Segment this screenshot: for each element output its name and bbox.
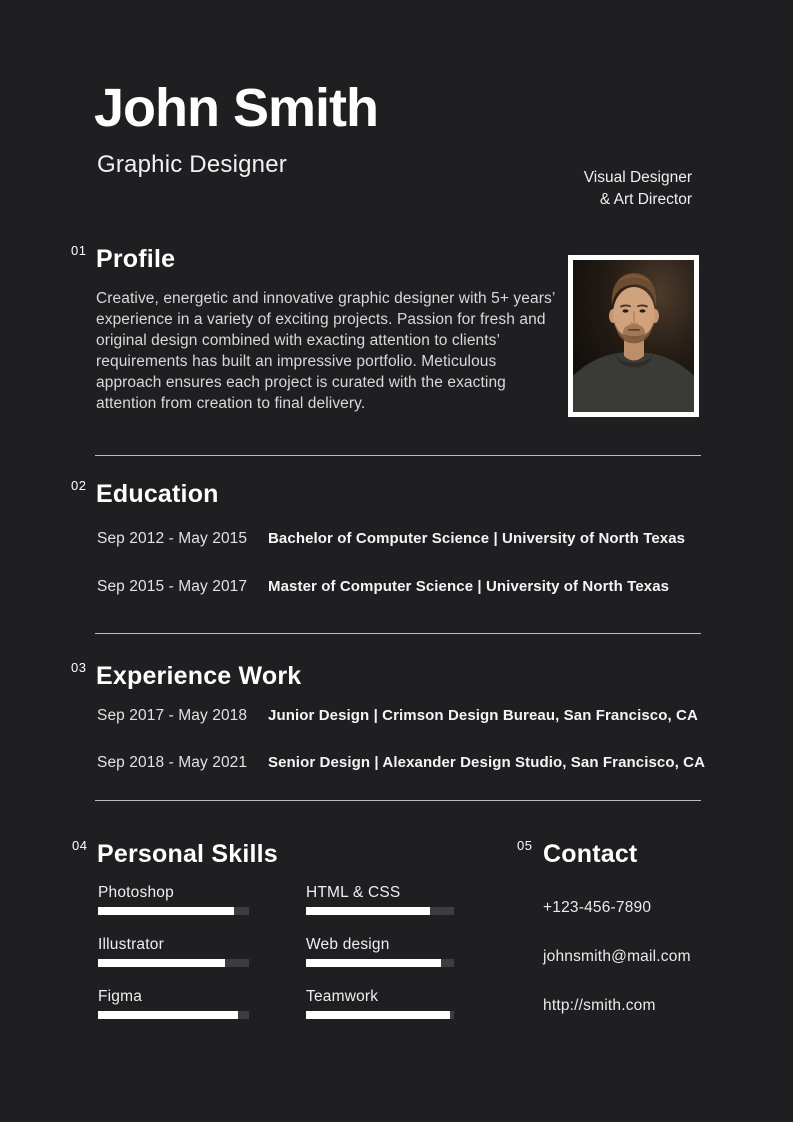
divider xyxy=(95,800,701,801)
contact-website: http://smith.com xyxy=(543,997,656,1014)
contact-email: johnsmith@mail.com xyxy=(543,948,691,965)
skill-item xyxy=(306,884,454,915)
section-heading-contact: Contact xyxy=(543,840,638,868)
skill-bar-track xyxy=(306,1011,454,1019)
skill-bar-fill xyxy=(306,907,430,915)
education-dates: Sep 2012 - May 2015 xyxy=(97,530,248,547)
person-name: John Smith xyxy=(94,78,378,138)
section-number-profile: 01 xyxy=(71,243,87,258)
skill-label: Figma xyxy=(98,988,143,1005)
contact-list xyxy=(543,899,691,1046)
skills-column-right xyxy=(306,884,454,1040)
skill-bar-track xyxy=(306,907,454,915)
education-dates: Sep 2015 - May 2017 xyxy=(97,578,248,595)
education-description: Bachelor of Computer Science | University of North Texas xyxy=(268,530,686,547)
tagline-line-1: Visual Designer xyxy=(583,169,692,186)
skill-bar-track xyxy=(306,959,454,967)
skill-item xyxy=(306,936,454,967)
education-row xyxy=(97,578,737,596)
contact-phone: +123-456-7890 xyxy=(543,899,652,916)
person-job-title: Graphic Designer xyxy=(97,151,287,178)
skill-item xyxy=(98,936,249,967)
divider xyxy=(95,455,701,456)
skill-label: Photoshop xyxy=(98,884,174,901)
skill-bar-fill xyxy=(98,907,234,915)
section-number-contact: 05 xyxy=(517,838,533,853)
skill-bar-track xyxy=(98,959,249,967)
skill-bar-fill xyxy=(306,959,441,967)
section-number-experience: 03 xyxy=(71,660,87,675)
section-heading-experience: Experience Work xyxy=(96,662,302,690)
portrait-photo xyxy=(568,255,699,417)
portrait-photo-illustration xyxy=(573,260,694,412)
skill-item xyxy=(98,884,249,915)
section-heading-skills: Personal Skills xyxy=(97,840,278,868)
skill-bar-track xyxy=(98,1011,249,1019)
skill-item xyxy=(306,988,454,1019)
section-number-education: 02 xyxy=(71,478,87,493)
education-description: Master of Computer Science | University of North Texas xyxy=(268,578,670,595)
section-heading-profile: Profile xyxy=(96,245,176,273)
experience-description: Senior Design | Alexander Design Studio, San Francisco, CA xyxy=(268,754,706,771)
tagline-line-2: & Art Director xyxy=(599,190,692,208)
skill-bar-fill xyxy=(306,1011,450,1019)
experience-dates: Sep 2018 - May 2021 xyxy=(97,754,248,771)
skill-bar-fill xyxy=(98,959,225,967)
experience-description: Junior Design | Crimson Design Bureau, San Francisco, CA xyxy=(268,707,698,724)
experience-dates: Sep 2017 - May 2018 xyxy=(97,707,248,724)
section-number-skills: 04 xyxy=(72,838,88,853)
skill-bar-track xyxy=(98,907,249,915)
skill-item xyxy=(98,988,249,1019)
skill-label: HTML & CSS xyxy=(306,884,401,901)
section-heading-education: Education xyxy=(96,480,219,508)
education-row xyxy=(97,530,737,548)
skill-label: Teamwork xyxy=(306,988,379,1005)
skills-column-left xyxy=(98,884,249,1040)
experience-row xyxy=(97,707,737,725)
header-tagline xyxy=(584,167,692,210)
skill-label: Web design xyxy=(306,936,390,953)
skill-label: Illustrator xyxy=(98,936,164,953)
divider xyxy=(95,633,701,634)
profile-paragraph: Creative, energetic and innovative graphic designer with 5+ years’ experience in a variety of exciting projects. Passion for fresh and original design combined with exacting attention to clients’ requirements has built an impressive portfolio. Meticulous approach ensures each project is curated with the exacting attention from creation to final delivery. xyxy=(96,290,555,412)
skill-bar-fill xyxy=(98,1011,238,1019)
experience-row xyxy=(97,754,737,772)
